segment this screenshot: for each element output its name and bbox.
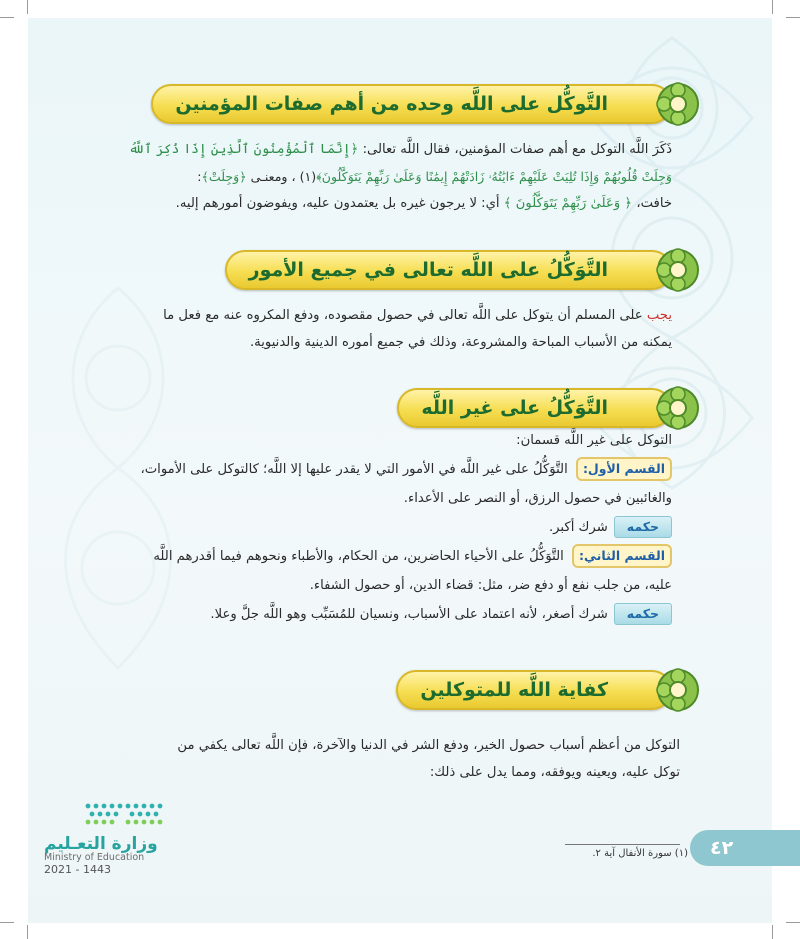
- crop-mark: [772, 0, 773, 14]
- section-2-paragraph: [127, 302, 672, 356]
- text: التَّوَكُّلُ على غير اللَّه في الأمور التي لا يقدر عليها إلا اللَّه؛ كالتوكل على الأموات،: [140, 462, 572, 477]
- page-number-tab: [690, 830, 800, 866]
- crop-mark: [0, 17, 14, 18]
- text: التوكل على غير اللَّه قسمان:: [516, 433, 672, 448]
- academic-year: 2021 - 1443: [44, 863, 111, 876]
- crop-mark: [786, 922, 800, 923]
- flower-ornament-icon: [654, 666, 702, 714]
- text: (١) ، ومعنـى: [246, 169, 317, 184]
- crop-mark: [27, 0, 28, 14]
- text: خافت،: [632, 196, 672, 211]
- ministry-name-arabic: وزارة التعـليم: [44, 834, 158, 854]
- text: شرك أكبر.: [548, 520, 608, 535]
- flower-ornament-icon: [654, 246, 702, 294]
- text: على المسلم أن يتوكل على اللَّه تعالى في حصول مقصوده، ودفع المكروه عنه مع فعل ما: [163, 308, 647, 323]
- section-heading-2: [225, 250, 672, 290]
- text: التَّوَكُّلُ على الأحياء الحاضرين، من الحكام، والأطباء ونحوهم فيما أقدرهم اللَّه: [153, 549, 569, 564]
- highlight-word: يجب: [646, 308, 672, 323]
- heading-pill: كفاية اللَّه للمتوكلين: [396, 670, 672, 710]
- text: والغائبين في حصول الرزق، أو النصر على الأعداء.: [403, 491, 672, 506]
- crop-mark: [27, 925, 28, 939]
- text: عليه، من جلب نفع أو دفع ضر، مثل: قضاء الدين، أو حصول الشفاء.: [309, 578, 672, 593]
- text: يمكنه من الأسباب المباحة والمشروعة، وذلك في جميع أموره الدينية والدنيوية.: [249, 335, 672, 350]
- ministry-logo-icon: [82, 800, 172, 832]
- ministry-logo: [38, 800, 208, 880]
- ministry-name-english: Ministry of Education: [44, 852, 145, 863]
- footnote-divider: [565, 844, 680, 845]
- flower-ornament-icon: [654, 384, 702, 432]
- text: شرك أصغر، لأنه اعتماد على الأسباب، ونسيان للمُسَبِّب وهو اللَّه جلَّ وعلا.: [210, 607, 608, 622]
- quran-word: ﴿وَجِلَتْ﴾: [201, 169, 247, 184]
- section-heading-4: [396, 670, 672, 710]
- page-number: ٤٢: [710, 837, 734, 859]
- heading-pill: التَّوَكُّلُ على غير اللَّه: [397, 388, 672, 428]
- text: :: [197, 169, 202, 184]
- heading-pill: التَّوكُّل على اللَّه وحده من أهم صفات المؤمنين: [151, 84, 672, 124]
- category-tag: القسم الثاني:: [572, 544, 672, 568]
- text: التوكل من أعظم أسباب حصول الخير، ودفع الشر في الدنيا والآخرة، فإن اللَّه تعالى يكفي من: [177, 738, 680, 753]
- text: أي: لا يرجون غيره بل يعتمدون عليه، ويفوضون أمورهم إليه.: [175, 196, 504, 211]
- text: ذَكَرَ اللَّه التوكل مع أهم صفات المؤمنين، فقال اللَّه تعالى:: [358, 142, 672, 157]
- ruling-label: حكمه: [614, 603, 672, 625]
- category-tag: القسم الأول:: [576, 457, 672, 481]
- footnote: (١) سورة الأنفال آية ٢.: [592, 848, 688, 859]
- heading-pill: التَّوَكُّلُ على اللَّه تعالى في جميع الأمور: [225, 250, 672, 290]
- quran-verse: وَجِلَتْ قُلُوبُهُمْ وَإِذَا تُلِيَتْ عَلَيْهِمْ ءَايَٰتُهُۥ زَادَتْهُمْ إِيمَٰنًا وَعَلَىٰ رَبِّهِمْ يَتَوَكَّلُونَ﴾: [316, 169, 672, 184]
- quran-verse: ﴿إِنَّمَا ٱلْمُؤْمِنُونَ ٱلَّذِينَ إِذَا ذُكِرَ ٱللَّهُ: [128, 142, 359, 157]
- crop-mark: [772, 925, 773, 939]
- section-4-paragraph: [120, 732, 680, 786]
- text: توكل عليه، ويعينه ويوفقه، ومما يدل على ذلك:: [429, 765, 680, 780]
- section-3-paragraph: [127, 426, 672, 629]
- section-heading-3: [397, 388, 672, 428]
- crop-mark: [0, 922, 14, 923]
- section-heading-1: [151, 84, 672, 124]
- section-1-paragraph: [127, 136, 672, 217]
- quran-verse: ﴿ وَعَلَىٰ رَبِّهِمْ يَتَوَكَّلُونَ ﴾: [503, 196, 633, 211]
- flower-ornament-icon: [654, 80, 702, 128]
- crop-mark: [786, 17, 800, 18]
- ruling-label: حكمه: [614, 516, 672, 538]
